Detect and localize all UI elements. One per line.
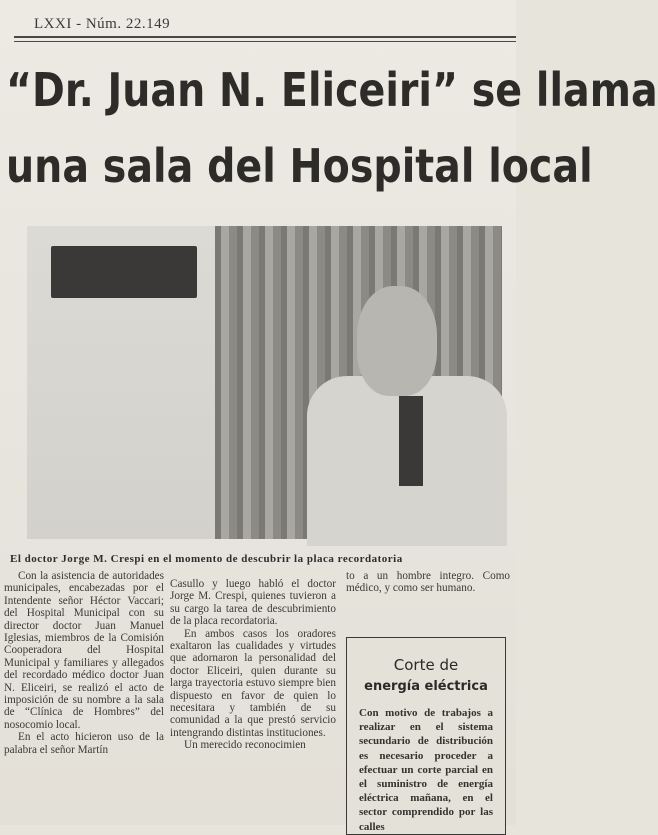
article-column-2 — [170, 578, 336, 752]
article-paragraph: Con la asistencia de autoridades municipales, encabezadas por el Intendente señor Héctor Vaccari; del Hospital Municipal con su director doctor Juan Manuel Iglesias, miembros de la Comisión Cooperadora del Hospital Municipal y familiares y allegados del recordado médico doctor Juan N. Eliceiri, se realizó el acto de imposición de su nombre a la sala de “Clínica de Hombres” del nosocomio local. — [4, 570, 164, 731]
notice-box — [346, 637, 506, 835]
commemorative-plaque — [51, 246, 197, 298]
notice-title — [347, 654, 505, 698]
header-rule-thin — [14, 41, 516, 42]
notice-title-line-2: energía eléctrica — [364, 679, 488, 694]
article-paragraph: Casullo y luego habló el doctor Jorge M. Crespi, quienes tuvieron a su cargo la tarea de descubrimiento de la placa recordatoria. — [170, 578, 336, 628]
notice-title-line-1: Corte de — [393, 656, 459, 674]
person-figure-head — [357, 286, 437, 396]
headline-line-2: una sala del Hospital local — [6, 139, 593, 193]
person-tie — [399, 396, 423, 486]
header-rule — [14, 36, 516, 38]
article-paragraph: to a un hombre integro. Como médico, y como ser humano. — [346, 570, 510, 595]
issue-number: LXXI - Núm. 22.149 — [34, 16, 171, 32]
headline — [6, 52, 658, 204]
article-column-3 — [346, 570, 510, 595]
photo-caption: El doctor Jorge M. Crespi en el momento de descubrir la placa recordatoria — [10, 553, 403, 565]
news-photo — [27, 226, 502, 539]
headline-line-1: “Dr. Juan N. Eliceiri” se llama — [6, 63, 658, 117]
article-paragraph: Un merecido reconocimien — [184, 739, 306, 752]
article-paragraph: En ambos casos los oradores exaltaron las cualidades y virtudes que adornaron la personalidad del doctor Eliceiri, quien durante su larga trayectoria estuvo siempre bien dispuesto en favor de quien lo necesitara y también de su comunidad a la que prestó servicio intengrando distintas instituciones. — [170, 627, 336, 739]
article-paragraph: En el acto hicieron uso de la palabra el señor Martín — [4, 731, 164, 756]
notice-text: Con motivo de trabajos a realizar en el sistema secundario de distribución es necesario proceder a efectuar un corte parcial en el suministro de energía eléctrica mañana, en el sector comprendido por las calles — [359, 707, 493, 833]
article-column-1 — [4, 570, 164, 756]
